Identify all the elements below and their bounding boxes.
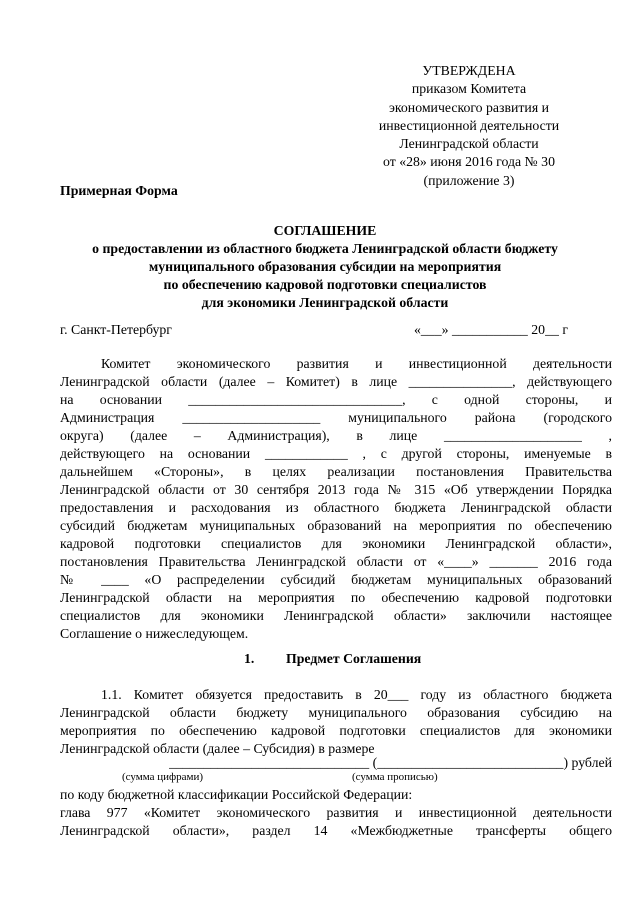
- paragraph-line: субсидий бюджетам муниципальных образований на мероприятия по обеспечению: [60, 518, 612, 533]
- paragraph-line: глава 977 «Комитет экономического развития и инвестиционной деятельности: [60, 805, 612, 820]
- hint-sum-words: (сумма прописью): [352, 771, 438, 783]
- paragraph-line: Ленинградской области на мероприятия по обеспечению кадровой подготовки: [60, 590, 612, 605]
- approval-line: приказом Комитета: [411, 81, 527, 97]
- paragraph-line: Администрация ____________________ муниципального района (городского: [60, 410, 612, 425]
- place-of-signing: г. Санкт-Петербург: [60, 322, 172, 337]
- approval-line: экономического развития и: [388, 99, 549, 115]
- paragraph-line: Ленинградской области (далее – Комитет) в лице _______________, действующего: [60, 374, 612, 389]
- paragraph-line: Ленинградской области бюджету муниципального образования субсидию на: [60, 705, 612, 720]
- title-line: для экономики Ленинградской области: [201, 295, 449, 310]
- paragraph-line: 1.1. Комитет обязуется предоставить в 20___ году из областного бюджета: [101, 687, 612, 702]
- paragraph-line: мероприятия по обеспечению кадровой подготовки специалистов для экономики: [60, 723, 612, 738]
- paragraph-line: предоставления и расходования из областного бюджета Ленинградской области: [60, 500, 612, 515]
- amount-line: _____________________________ (___________________________) рублей: [169, 755, 612, 770]
- form-label: Примерная Форма: [60, 183, 178, 198]
- paragraph-line: Ленинградской области от 30 сентября 2013 года № 315 «Об утверждении Порядка: [60, 482, 612, 497]
- approval-line: (приложение 3): [423, 172, 515, 188]
- approval-line: от «28» июня 2016 года № 30: [383, 154, 555, 170]
- paragraph-line: на основании _______________________________, с одной стороны, и: [60, 392, 612, 407]
- paragraph-line: постановления Правительства Ленинградской области от «____» _______ 2016 года: [60, 554, 612, 569]
- date-of-signing: «___» ___________ 20__ г: [414, 322, 568, 337]
- section-title: Предмет Соглашения: [286, 651, 422, 666]
- paragraph-line: Соглашение о нижеследующем.: [60, 626, 249, 641]
- paragraph-line: кадровой подготовки специалистов для экономики Ленинградской области»,: [60, 536, 612, 551]
- approval-line: УТВЕРЖДЕНА: [422, 63, 516, 78]
- paragraph-line: округа) (далее – Администрация), в лице ____________________ ,: [60, 428, 612, 443]
- approval-stamp: [340, 62, 598, 190]
- paragraph-line: Ленинградской области», раздел 14 «Межбюджетные трансферты общего: [60, 823, 612, 838]
- section-number: 1.: [244, 651, 255, 666]
- hint-sum-digits: (сумма цифрами): [122, 771, 204, 783]
- paragraph-line: № ____ «О распределении субсидий бюджетам муниципальных образований: [60, 572, 612, 587]
- title-line: СОГЛАШЕНИЕ: [273, 223, 377, 238]
- paragraph-line: специалистов для экономики Ленинградской области» заключили настоящее: [60, 608, 612, 623]
- paragraph-line: по коду бюджетной классификации Российской Федерации:: [60, 787, 413, 802]
- approval-line: инвестиционной деятельности: [378, 117, 560, 133]
- document-title: [60, 222, 590, 312]
- paragraph-line: действующего на основании ____________ , с другой стороны, именуемые в: [60, 446, 612, 461]
- paragraph-line: Комитет экономического развития и инвестиционной деятельности: [101, 356, 612, 371]
- title-line: о предоставлении из областного бюджета Ленинградской области бюджету: [92, 241, 558, 256]
- paragraph-line: дальнейшем «Стороны», в целях реализации постановления Правительства: [60, 464, 612, 479]
- approval-line: Ленинградской области: [399, 136, 539, 152]
- paragraph-line: Ленинградской области (далее – Субсидия) в размере: [60, 741, 375, 756]
- title-line: муниципального образования субсидии на мероприятия: [148, 259, 502, 274]
- section-heading: [244, 651, 421, 667]
- title-line: по обеспечению кадровой подготовки специалистов: [163, 277, 487, 292]
